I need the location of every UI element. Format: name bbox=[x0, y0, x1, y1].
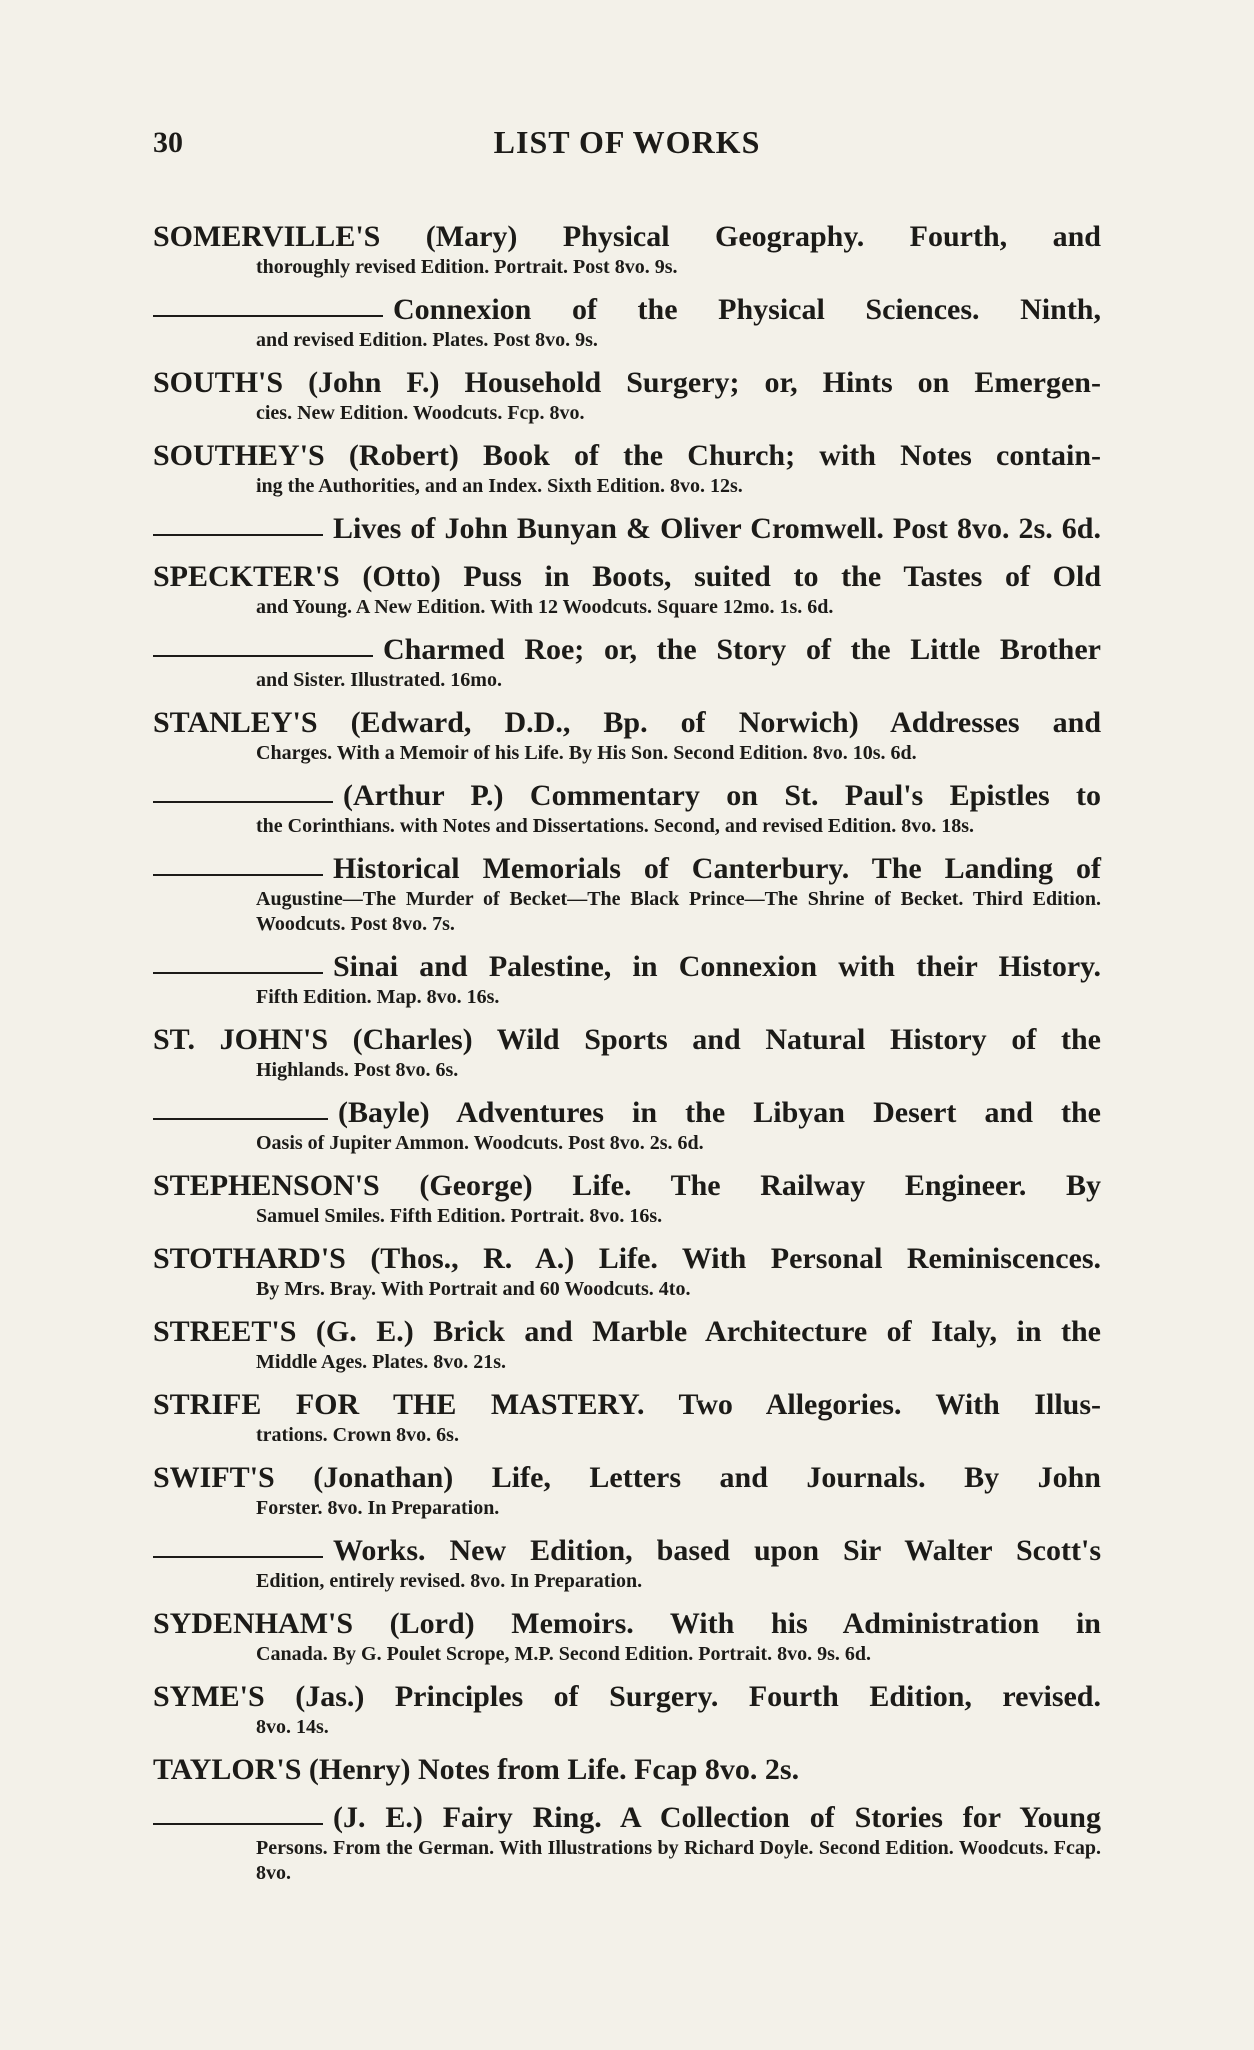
entry-heading: SPECKTER'S (Otto) Puss in Boots, suited to the Tastes of Old bbox=[153, 560, 1101, 593]
entry-heading: SOUTH'S (John F.) Household Surgery; or, Hints on Emergen- bbox=[153, 366, 1101, 399]
entry-heading: SOUTHEY'S (Robert) Book of the Church; with Notes contain- bbox=[153, 439, 1101, 472]
entry-detail: ing the Authorities, and an Index. Sixth Edition. 8vo. 12s. bbox=[256, 475, 743, 497]
entry-detail: Oasis of Jupiter Ammon. Woodcuts. Post 8vo. 2s. 6d. bbox=[256, 1132, 704, 1154]
ditto-rule bbox=[153, 655, 373, 657]
running-head: LIST OF WORKS bbox=[493, 124, 761, 160]
entry-heading: STRIFE FOR THE MASTERY. Two Allegories. With Illus- bbox=[153, 1388, 1101, 1421]
entry-detail: Fifth Edition. Map. 8vo. 16s. bbox=[256, 986, 500, 1008]
entry-heading: STEPHENSON'S (George) Life. The Railway Engineer. By bbox=[153, 1169, 1101, 1202]
list-entry bbox=[153, 1459, 1101, 1521]
entry-detail: and revised Edition. Plates. Post 8vo. 9s. bbox=[256, 329, 598, 351]
list-entry bbox=[153, 510, 1101, 547]
entry-heading: SYDENHAM'S (Lord) Memoirs. With his Administration in bbox=[153, 1607, 1101, 1640]
entry-detail: and Sister. Illustrated. 16mo. bbox=[256, 669, 502, 691]
entry-detail: Highlands. Post 8vo. 6s. bbox=[256, 1059, 459, 1081]
entry-heading: Charmed Roe; or, the Story of the Little Brother bbox=[383, 633, 1101, 666]
ditto-rule bbox=[153, 801, 333, 803]
entry-heading: (Bayle) Adventures in the Libyan Desert and the bbox=[338, 1096, 1101, 1129]
list-entry bbox=[153, 364, 1101, 426]
list-entry bbox=[153, 1799, 1101, 1886]
list-entry bbox=[153, 291, 1101, 353]
ditto-rule bbox=[153, 1823, 323, 1825]
entry-detail: By Mrs. Bray. With Portrait and 60 Woodcuts. 4to. bbox=[256, 1278, 691, 1300]
page-number: 30 bbox=[153, 126, 183, 159]
list-entry bbox=[153, 1751, 1101, 1788]
ditto-rule bbox=[153, 315, 383, 317]
entry-heading: Lives of John Bunyan & Oliver Cromwell. Post 8vo. 2s. 6d. bbox=[333, 512, 1101, 545]
page-header bbox=[0, 118, 1254, 168]
entry-detail: Edition, entirely revised. 8vo. In Preparation. bbox=[256, 1570, 643, 1592]
entry-detail: 8vo. 14s. bbox=[256, 1716, 329, 1738]
list-entry bbox=[153, 1386, 1101, 1448]
entry-heading: TAYLOR'S (Henry) Notes from Life. Fcap 8vo. 2s. bbox=[153, 1753, 800, 1786]
list-entry bbox=[153, 948, 1101, 1010]
list-entry bbox=[153, 218, 1101, 280]
entry-detail: Augustine—The Murder of Becket—The Black Prince—The Shrine of Becket. Third Edition. Woodcuts. Post 8vo. 7s. bbox=[256, 888, 1101, 935]
entry-heading: Connexion of the Physical Sciences. Ninth, bbox=[393, 293, 1101, 326]
entry-heading: (Arthur P.) Commentary on St. Paul's Epistles to bbox=[343, 779, 1101, 812]
entry-detail: Middle Ages. Plates. 8vo. 21s. bbox=[256, 1351, 506, 1373]
list-entry bbox=[153, 1532, 1101, 1594]
entry-detail: Charges. With a Memoir of his Life. By His Son. Second Edition. 8vo. 10s. 6d. bbox=[256, 742, 917, 764]
list-entry bbox=[153, 1240, 1101, 1302]
entry-detail: and Young. A New Edition. With 12 Woodcuts. Square 12mo. 1s. 6d. bbox=[256, 596, 834, 618]
entry-detail: trations. Crown 8vo. 6s. bbox=[256, 1424, 459, 1446]
ditto-rule bbox=[153, 972, 323, 974]
entry-heading: SOMERVILLE'S (Mary) Physical Geography. Fourth, and bbox=[153, 220, 1101, 253]
ditto-rule bbox=[153, 1556, 323, 1558]
entry-heading: ST. JOHN'S (Charles) Wild Sports and Natural History of the bbox=[153, 1023, 1101, 1056]
entry-heading: STANLEY'S (Edward, D.D., Bp. of Norwich) Addresses and bbox=[153, 706, 1101, 739]
list-entry bbox=[153, 850, 1101, 937]
list-entry bbox=[153, 1678, 1101, 1740]
entry-detail: Persons. From the German. With Illustrations by Richard Doyle. Second Edition. Woodcuts. Fcap. 8vo. bbox=[256, 1837, 1101, 1884]
entry-heading: SWIFT'S (Jonathan) Life, Letters and Journals. By John bbox=[153, 1461, 1101, 1494]
list-entry bbox=[153, 631, 1101, 693]
entry-detail: Forster. 8vo. In Preparation. bbox=[256, 1497, 500, 1519]
list-entry bbox=[153, 704, 1101, 766]
entry-heading: SYME'S (Jas.) Principles of Surgery. Fourth Edition, revised. bbox=[153, 1680, 1101, 1713]
entry-detail: Canada. By G. Poulet Scrope, M.P. Second Edition. Portrait. 8vo. 9s. 6d. bbox=[256, 1643, 872, 1665]
list-entry bbox=[153, 1094, 1101, 1156]
list-entry bbox=[153, 1605, 1101, 1667]
ditto-rule bbox=[153, 534, 323, 536]
entry-heading: (J. E.) Fairy Ring. A Collection of Stories for Young bbox=[333, 1801, 1101, 1834]
list-entry bbox=[153, 437, 1101, 499]
entry-detail: the Corinthians. with Notes and Dissertations. Second, and revised Edition. 8vo. 18s. bbox=[256, 815, 975, 837]
ditto-rule bbox=[153, 874, 323, 876]
entry-heading: Historical Memorials of Canterbury. The Landing of bbox=[333, 852, 1101, 885]
entry-detail: Samuel Smiles. Fifth Edition. Portrait. 8vo. 16s. bbox=[256, 1205, 663, 1227]
list-entry bbox=[153, 1021, 1101, 1083]
entry-detail: thoroughly revised Edition. Portrait. Post 8vo. 9s. bbox=[256, 256, 678, 278]
list-entry bbox=[153, 777, 1101, 839]
list-entry bbox=[153, 1313, 1101, 1375]
entry-heading: Works. New Edition, based upon Sir Walter Scott's bbox=[333, 1534, 1101, 1567]
entry-heading: STREET'S (G. E.) Brick and Marble Architecture of Italy, in the bbox=[153, 1315, 1101, 1348]
entry-detail: cies. New Edition. Woodcuts. Fcp. 8vo. bbox=[256, 402, 585, 424]
works-list bbox=[153, 218, 1101, 1897]
entry-heading: STOTHARD'S (Thos., R. A.) Life. With Personal Reminiscences. bbox=[153, 1242, 1101, 1275]
list-entry bbox=[153, 558, 1101, 620]
list-entry bbox=[153, 1167, 1101, 1229]
entry-heading: Sinai and Palestine, in Connexion with their History. bbox=[333, 950, 1101, 983]
ditto-rule bbox=[153, 1118, 328, 1120]
